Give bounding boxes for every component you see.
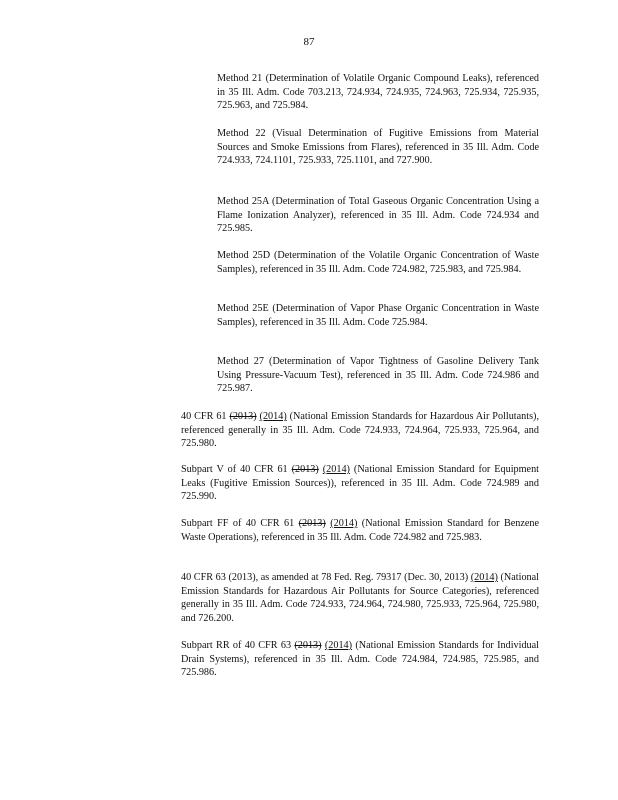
entry-text: Method 21 (Determination of Volatile Organic Compound Leaks), referenced in 35 Ill. Adm. Code 703.213, 724.934, 724.935, 724.963, 725.934, 725.935, 725.963, and 725.984.	[217, 73, 539, 112]
entry-text: (National Emission Standard for Equipment Leaks (Fugitive Emission Sources)), referenced in 35 Ill. Adm. Code 724.989 and 725.990.	[181, 464, 539, 503]
method-22-entry	[217, 127, 539, 168]
cfr-63-entry	[181, 571, 539, 625]
method-25d-entry	[217, 249, 539, 276]
inserted-text: (2014)	[259, 411, 287, 422]
method-25a-entry	[217, 195, 539, 236]
entry-text: 40 CFR 61	[181, 411, 230, 422]
cfr-61-entry	[181, 410, 539, 451]
cfr-63-subpart-rr-entry	[181, 639, 539, 680]
entry-text: Method 27 (Determination of Vapor Tightness of Gasoline Delivery Tank Using Pressure-Vacuum Test), referenced in 35 Ill. Adm. Code 724.986 and 725.987.	[217, 356, 539, 395]
deleted-text: (2013)	[229, 411, 257, 422]
entry-text: (National Emission Standards for Hazardous Air Pollutants), referenced generally in 35 Ill. Adm. Code 724.933, 724.964, 725.933, 725.964, and 725.980.	[181, 411, 539, 450]
inserted-text: (2014)	[470, 572, 498, 583]
inserted-text: (2014)	[324, 640, 353, 651]
entry-text: (National Emission Standard for Benzene Waste Operations), referenced in 35 Ill. Adm. Code 724.982 and 725.983.	[181, 518, 540, 543]
cfr-61-subpart-ff-entry	[181, 517, 539, 544]
entry-text: Subpart FF of 40 CFR 61	[181, 518, 299, 529]
inserted-text: (2014)	[330, 518, 358, 529]
entry-text: (National Emission Standards for Hazardous Air Pollutants for Source Categories), referenced generally in 35 Ill. Adm. Code 724.933, 724.964, 724.980, 725.933, 725.964, 725.980, and 726.200.	[181, 572, 539, 624]
entry-text: Subpart V of 40 CFR 61	[181, 464, 292, 475]
method-27-entry	[217, 355, 539, 396]
entry-text: Method 25D (Determination of the Volatile Organic Concentration of Waste Samples), referenced in 35 Ill. Adm. Code 724.982, 725.983, and 725.984.	[217, 250, 539, 275]
deleted-text: (2013)	[294, 640, 322, 651]
entry-text: Method 25E (Determination of Vapor Phase Organic Concentration in Waste Samples), referenced in 35 Ill. Adm. Code 725.984.	[217, 303, 539, 328]
entry-text: (National Emission Standards for Individual Drain Systems), referenced in 35 Ill. Adm. Code 724.984, 724.985, 725.985, and 725.986.	[181, 640, 540, 679]
entry-text: 40 CFR 63 (2013), as amended at 78 Fed. Reg. 79317 (Dec. 30, 2013)	[181, 572, 471, 583]
method-21-entry	[217, 72, 539, 113]
deleted-text: (2013)	[291, 464, 319, 475]
inserted-text: (2014)	[322, 464, 350, 475]
page-number: 87	[303, 36, 315, 48]
entry-text: Subpart RR of 40 CFR 63	[181, 640, 295, 651]
cfr-61-subpart-v-entry	[181, 463, 539, 504]
entry-text: Method 25A (Determination of Total Gaseous Organic Concentration Using a Flame Ionization Analyzer), referenced in 35 Ill. Adm. Code 724.934 and 725.985.	[217, 196, 539, 235]
entry-text: Method 22 (Visual Determination of Fugitive Emissions from Material Sources and Smoke Emissions from Flares), referenced in 35 Ill. Adm. Code 724.933, 724.1101, 725.933, 725.1101, and 727.900.	[217, 128, 539, 167]
deleted-text: (2013)	[298, 518, 326, 529]
method-25e-entry	[217, 302, 539, 329]
